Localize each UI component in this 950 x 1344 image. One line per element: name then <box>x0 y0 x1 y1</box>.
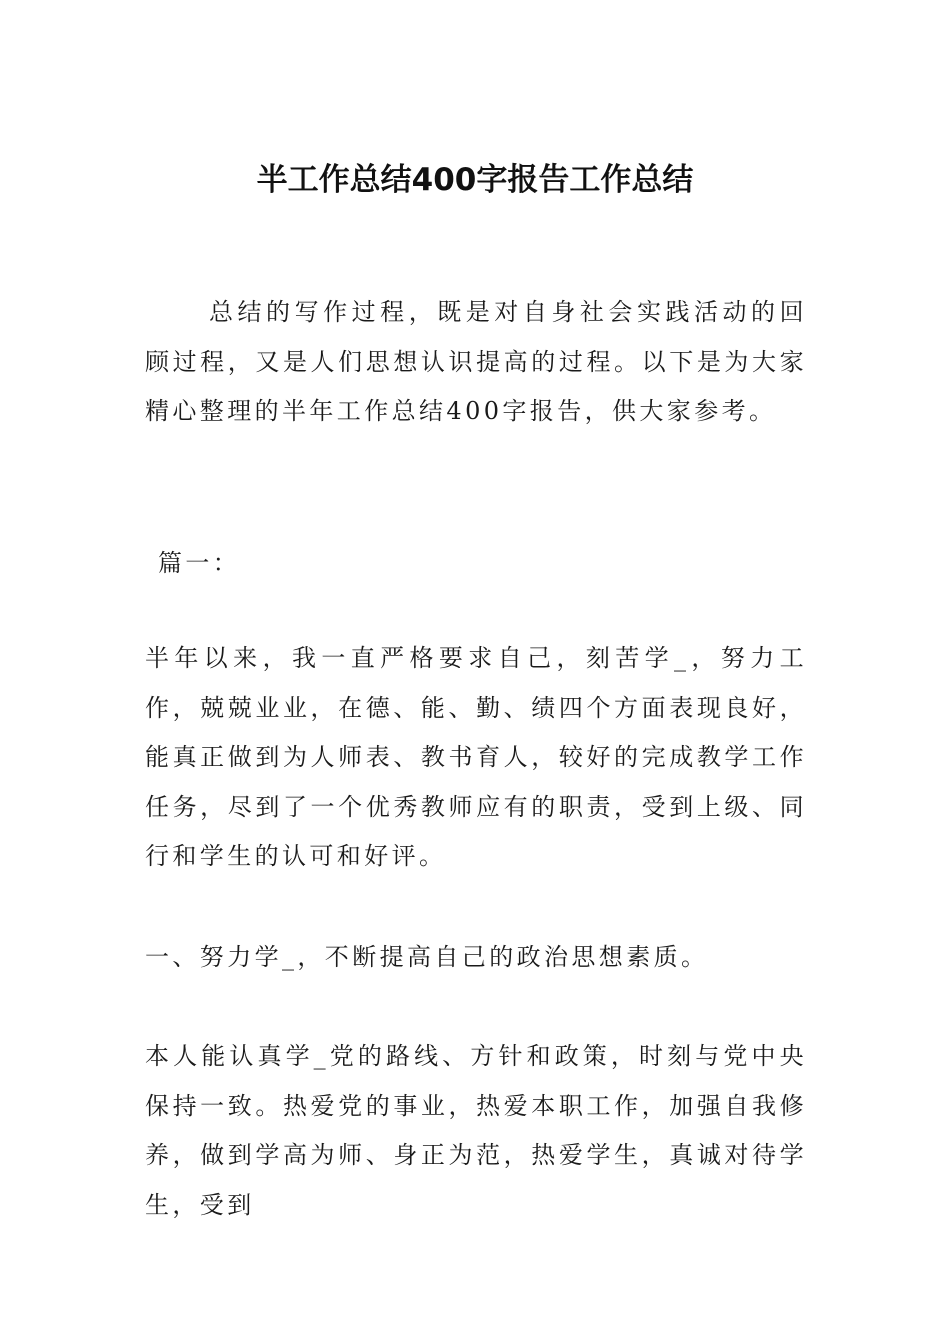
section-heading-1: 一、努力学_，不断提高自己的政治思想素质。 <box>145 943 709 971</box>
section-label: 篇一： <box>158 549 241 577</box>
intro-paragraph: 总结的写作过程，既是对自身社会实践活动的回顾过程，又是人们思想认识提高的过程。以下是为大家精心整理的半年工作总结400字报告，供大家参考。 <box>145 298 807 425</box>
body-paragraph-1: 半年以来，我一直严格要求自己，刻苦学_，努力工作，兢兢业业，在德、能、勤、绩四个方面表现良好，能真正做到为人师表、教书育人，较好的完成教学工作任务，尽到了一个优秀教师应有的职责，受到上级、同行和学生的认可和好评。 <box>145 644 807 870</box>
body-paragraph-2: 本人能认真学_党的路线、方针和政策，时刻与党中央保持一致。热爱党的事业，热爱本职工作，加强自我修养，做到学高为师、身正为范，热爱学生，真诚对待学生，受到 <box>145 1042 807 1219</box>
document-title: 半工作总结400字报告工作总结 <box>256 162 694 198</box>
